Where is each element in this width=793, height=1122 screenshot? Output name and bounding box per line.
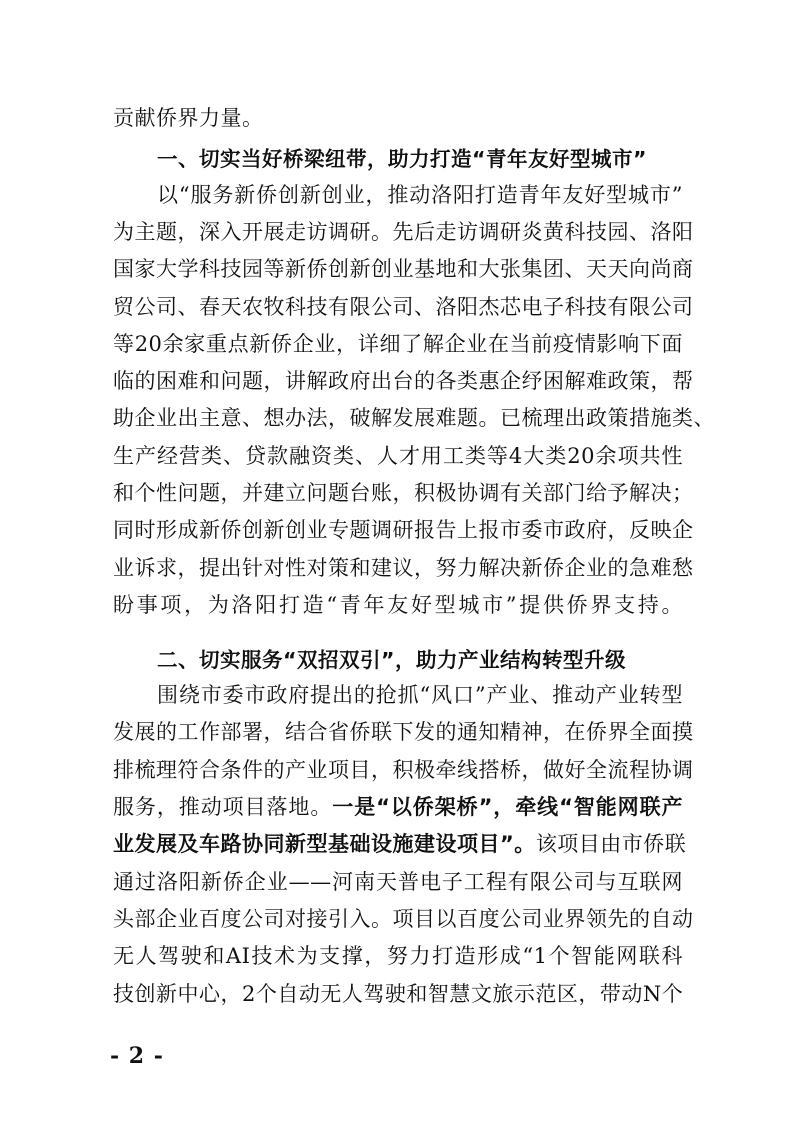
paragraph-1-line-7: 助企业出主意、想办法，破解发展难题。已梳理出政策措施类、 xyxy=(113,406,715,430)
paragraph-2-line-4-plain: 服务，推动项目落地。 xyxy=(113,795,333,819)
paragraph-2-line-8: 无人驾驶和AI技术为支撑，努力打造形成“1个智能网联科 xyxy=(113,944,683,968)
paragraph-1-line-4: 贸公司、春天农牧科技有限公司、洛阳杰芯电子科技有限公司 xyxy=(113,295,694,319)
paragraph-2-line-5-plain: 该项目由市侨联 xyxy=(535,832,687,856)
paragraph-2-line-2: 发展的工作部署，结合省侨联下发的通知精神，在侨界全面摸 xyxy=(113,720,694,744)
section-heading-1: 一、切实当好桥梁纽带，助力打造“青年友好型城市” xyxy=(157,147,647,171)
paragraph-1-line-11: 业诉求，提出针对性对策和建议，努力解决新侨企业的急难愁 xyxy=(113,556,694,580)
paragraph-1-line-9: 和个性问题，并建立问题台账，积极协调有关部门给予解决； xyxy=(113,481,694,505)
paragraph-1-line-1: 以“服务新侨创新创业，推动洛阳打造青年友好型城市” xyxy=(157,183,683,207)
paragraph-2-line-5 xyxy=(113,826,687,862)
paragraph-1-line-8: 生产经营类、贷款融资类、人才用工类等4大类20余项共性 xyxy=(113,444,683,468)
paragraph-1-line-5: 等20余家重点新侨企业，详细了解企业在当前疫情影响下面 xyxy=(113,332,683,356)
paragraph-1-line-12: 盼事项，为洛阳打造“青年友好型城市”提供侨界支持。 xyxy=(113,593,683,617)
page-number: - 2 - xyxy=(110,1043,164,1069)
paragraph-2-line-5-bold: 业发展及车路协同新型基础设施建设项目”。 xyxy=(113,832,536,856)
paragraph-1-line-3: 国家大学科技园等新侨创新创业基地和大张集团、天天向尚商 xyxy=(113,257,694,281)
section-heading-2: 二、切实服务“双招双引”，助力产业结构转型升级 xyxy=(157,648,626,672)
paragraph-2-line-9: 技创新中心，2个自动无人驾驶和智慧文旅示范区，带动N个 xyxy=(113,982,684,1006)
paragraph-2-line-4-bold: 一是“以侨架桥”，牵线“智能网联产 xyxy=(332,795,684,819)
paragraph-1-line-2: 为主题，深入开展走访调研。先后走访调研炎黄科技园、洛阳 xyxy=(113,220,694,244)
paragraph-1-line-6: 临的困难和问题，讲解政府出台的各类惠企纾困解难政策，帮 xyxy=(113,369,694,393)
paragraph-2-line-3: 排梳理符合条件的产业项目，积极牵线搭桥，做好全流程协调 xyxy=(113,758,694,782)
paragraph-1-line-10: 同时形成新侨创新创业专题调研报告上报市委市政府，反映企 xyxy=(113,518,694,542)
paragraph-2-line-6: 通过洛阳新侨企业——河南天普电子工程有限公司与互联网 xyxy=(113,870,683,894)
paragraph-2-line-1: 围绕市委市政府提出的抢抓“风口”产业、推动产业转型 xyxy=(157,683,683,707)
paragraph-2-line-7: 头部企业百度公司对接引入。项目以百度公司业界领先的自动 xyxy=(113,907,694,931)
paragraph-0-line-1: 贡献侨界力量。 xyxy=(113,106,264,130)
paragraph-2-line-4 xyxy=(113,789,683,825)
